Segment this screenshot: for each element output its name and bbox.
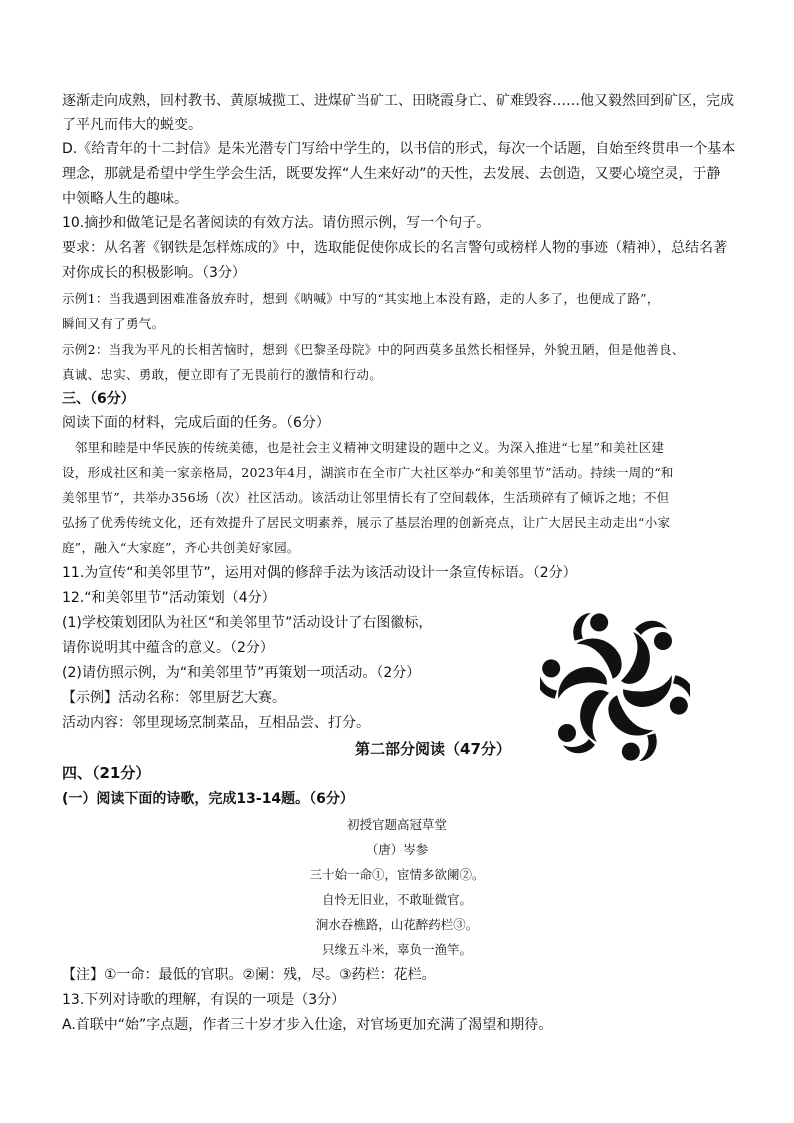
requirement: 要求：从名著《钢铁是怎样炼成的》中，选取能促使你成长的名言警句或榜样人物的事迹（精神），总结名著 — [62, 240, 727, 256]
poem-verse: 只缘五斗米，辜负一渔竿。 — [321, 942, 472, 957]
subsection-1-heading: (一）阅读下面的诗歌，完成13-14题。（6分） — [62, 791, 354, 807]
option-d: D.《给青年的十二封信》是朱光潜专门写给中学生的，以书信的形式，每次一个话题，自始至终贯串一个基本 — [62, 141, 736, 157]
text-line: 真诚、忠实、勇敢，便立即有了无畏前行的激情和行动。 — [62, 367, 383, 382]
emblem-figure — [589, 694, 669, 762]
poem-note: 【注】①一命：最低的官职。②阑：残，尽。③药栏：花栏。 — [62, 967, 436, 983]
poem-verse: 涧水吞樵路，山花醉药栏③。 — [315, 917, 479, 932]
emblem-head — [667, 693, 690, 718]
emblem-body — [580, 690, 609, 742]
poem-verse: 三十始一命①，宦情多欲阑②。 — [309, 867, 485, 882]
example-1: 示例1：当我遇到困难准备放弃时，想到《呐喊》中写的“其实地上本没有路，走的人多了，也便成了路”， — [62, 291, 660, 306]
instruction: 阅读下面的材料，完成后面的任务。（6分） — [62, 415, 330, 431]
example-2: 示例2：当我为平凡的长相苦恼时，想到《巴黎圣母院》中的阿西莫多虽然长相怪异，外貌丑陋，但是他善良、 — [62, 342, 685, 357]
poem-title: 初授官题高冠草堂 — [346, 817, 447, 832]
text-line: 理念，那就是希望中学生学会生活，既要发挥“人生来好动”的天性，去发展、去创造，又要心境空灵，于静 — [62, 166, 721, 182]
text-line: 请你说明其中蕴含的意义。（2分） — [62, 640, 274, 656]
material-line: 庭”，融入“大家庭”，齐心共创美好家园。 — [62, 540, 300, 555]
question-13: 13.下列对诗歌的理解，有误的一项是（3分） — [62, 992, 346, 1008]
emblem-figure — [561, 612, 641, 680]
question-12: 12.“和美邻里节”活动策划（4分） — [62, 590, 276, 606]
part-2-title: 第二部分阅读（47分） — [355, 740, 511, 758]
question-12-2: (2)请仿照示例，为“和美邻里节”再策划一项活动。（2分） — [62, 665, 421, 681]
pinwheel-people-emblem-icon — [540, 612, 690, 762]
poem-verse: 自怜无旧业，不敢耻微官。 — [321, 892, 472, 907]
activity-content: 活动内容：邻里现场烹制菜品，互相品尝、打分。 — [62, 715, 370, 731]
text-line: 了平凡而伟大的蜕变。 — [62, 117, 202, 133]
text-line: 逐渐走向成熟，回村教书、黄原城揽工、进煤矿当矿工、田晓霞身亡、矿难毁容……他又毅然回到矿区，完成 — [62, 93, 734, 109]
poem-author: （唐）岑参 — [365, 842, 429, 857]
emblem-figure — [558, 690, 609, 753]
text-line: 对你成长的积极影响。（3分） — [62, 265, 246, 281]
text-line: 中领略人生的趣味。 — [62, 191, 188, 207]
question-12-1: (1)学校策划团队为社区“和美邻里节”活动设计了右图徽标， — [62, 615, 433, 631]
emblem-head — [654, 632, 672, 650]
material-line: 邻里和睦是中华民族的传统美德，也是社会主义精神文明建设的题中之义。为深入推进“七星”和美社区建 — [62, 440, 665, 455]
emblem-head — [619, 739, 644, 762]
emblem-body — [621, 632, 650, 684]
text-line: 瞬间又有了勇气。 — [62, 316, 165, 331]
material-line: 弘扬了优秀传统文化，还有效提升了居民文明素养，展示了基层治理的创新亮点，让广大居民主动走出“小家 — [62, 515, 671, 530]
option-a: A.首联中“始”字点题，作者三十岁才步入仕途，对官场更加充满了渴望和期待。 — [62, 1017, 553, 1033]
question-10: 10.摘抄和做笔记是名著阅读的有效方法。请仿照示例，写一个句子。 — [62, 215, 491, 231]
section-4-heading: 四、（21分） — [62, 764, 151, 782]
emblem-head — [558, 724, 576, 742]
question-11: 11.为宣传“和美邻里节”，运用对偶的修辞手法为该活动设计一条宣传标语。（2分） — [62, 565, 577, 581]
emblem-figure — [621, 621, 672, 684]
emblem-head — [540, 656, 563, 681]
material-line: 设，形成社区和美一家亲格局，2023年4月，湖滨市在全市广大社区举办“和美邻里节”活动。持续一周的“和 — [62, 465, 674, 480]
example-label: 【示例】活动名称：邻里厨艺大赛。 — [62, 690, 286, 706]
section-3-heading: 三、（6分） — [62, 391, 135, 407]
emblem-head — [587, 612, 612, 635]
material-line: 美邻里节”，共举办356场（次）社区活动。该活动让邻里情长有了空间载体，生活琐碎有了倾诉之地；不但 — [62, 490, 670, 505]
